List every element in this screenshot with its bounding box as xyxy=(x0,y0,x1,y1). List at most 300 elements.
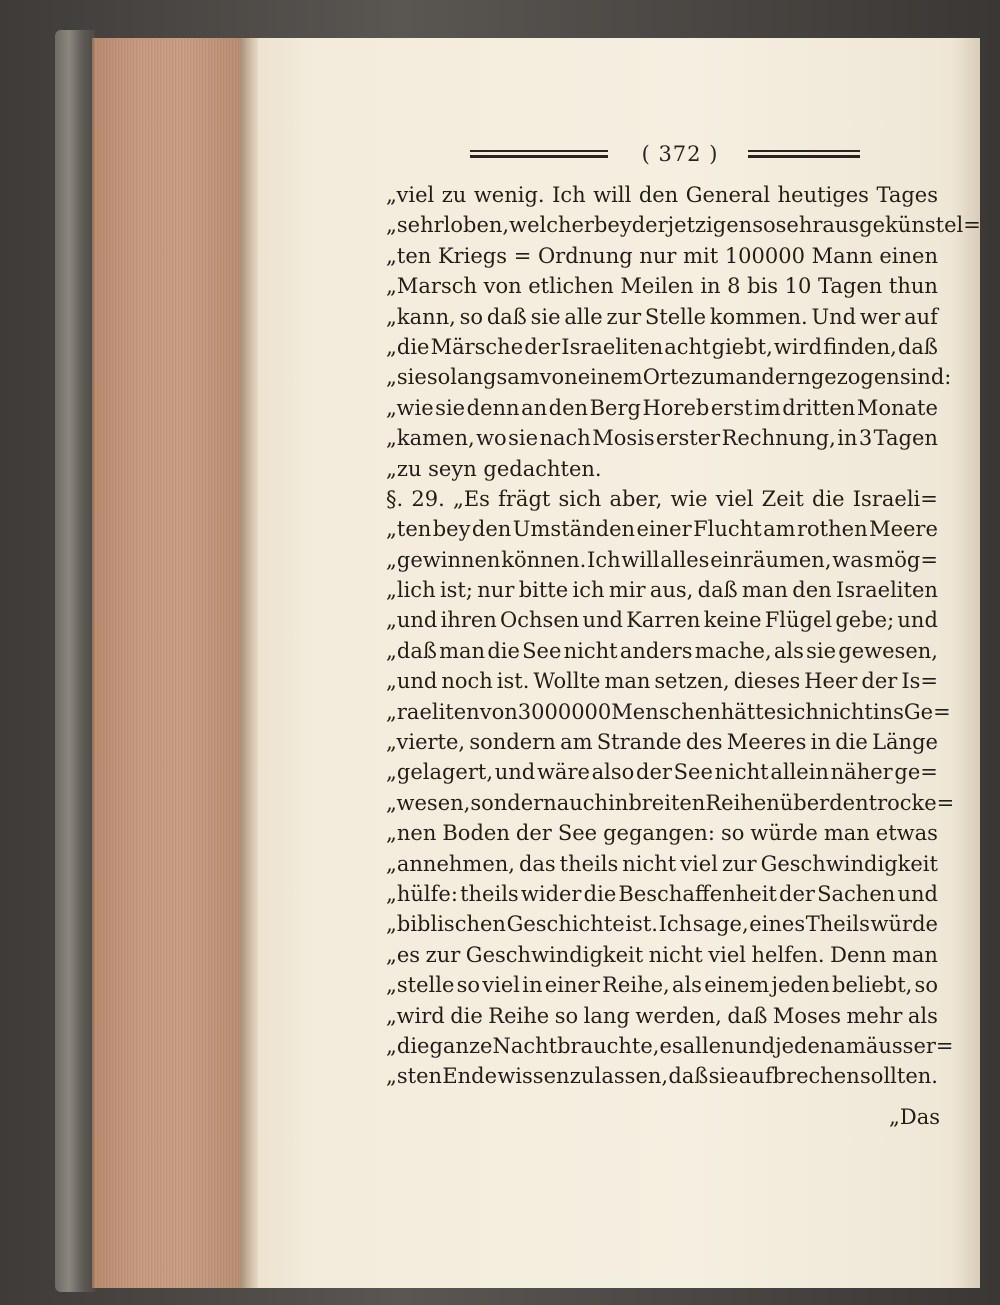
word: daß xyxy=(727,1003,768,1028)
word: „vierte, xyxy=(386,730,466,755)
word: Geschwindigkeit xyxy=(465,942,644,967)
word: also xyxy=(591,760,635,785)
word: jetzigen xyxy=(667,213,753,238)
text-line xyxy=(386,362,952,392)
word: die xyxy=(812,486,845,511)
word: „viel xyxy=(386,183,435,207)
word: daß xyxy=(697,578,738,603)
word: an xyxy=(521,395,548,420)
word: so xyxy=(459,304,484,329)
word: mache, xyxy=(694,638,772,663)
word: allein xyxy=(770,760,829,785)
word: mit xyxy=(683,243,719,268)
word: dieses xyxy=(733,669,801,694)
word: = xyxy=(513,243,532,268)
word: „gelagert, xyxy=(386,760,494,785)
word: Is= xyxy=(901,669,938,694)
word: ist; xyxy=(439,578,473,603)
word: will xyxy=(621,547,660,572)
text-line xyxy=(386,757,938,787)
word: Reihen xyxy=(705,790,780,815)
word: wider xyxy=(520,881,582,906)
word: Flügel xyxy=(764,608,833,633)
word: lang xyxy=(583,1003,630,1028)
text-line xyxy=(386,636,938,666)
word: frägt xyxy=(498,486,551,511)
word: sie xyxy=(530,304,561,329)
word: finden, xyxy=(823,334,897,359)
word: wenig. xyxy=(473,183,545,207)
text-line xyxy=(386,1061,938,1091)
word: gezogen xyxy=(810,365,900,390)
word: Orte xyxy=(642,365,691,390)
word: anders xyxy=(619,638,693,663)
word: sie xyxy=(508,426,539,451)
word: man xyxy=(604,669,651,694)
word: §. xyxy=(386,486,404,511)
word: der xyxy=(861,669,898,694)
word: erst xyxy=(710,395,753,420)
word: den xyxy=(792,578,832,603)
word: einer xyxy=(636,517,692,542)
word: jeden xyxy=(775,1033,834,1058)
page-header xyxy=(470,142,860,166)
word: gewesen, xyxy=(838,638,938,663)
text-line xyxy=(386,332,938,362)
text-line xyxy=(386,788,955,818)
word: dritten xyxy=(782,395,856,420)
word: Ordnung xyxy=(537,243,633,268)
word: „ten xyxy=(386,517,432,542)
text-line xyxy=(386,302,938,332)
word: Ich xyxy=(587,547,621,572)
word: Nacht xyxy=(492,1033,558,1058)
word: sondern xyxy=(469,730,556,755)
word: Mann xyxy=(811,243,873,268)
word: nur xyxy=(639,243,677,268)
word: „raeliten xyxy=(386,699,480,724)
word: einräumen, xyxy=(710,547,832,572)
word: Ge= xyxy=(903,699,951,724)
text-line xyxy=(386,1031,954,1061)
word: Theils xyxy=(805,912,870,937)
word: viel xyxy=(680,851,718,876)
word: gebe; xyxy=(835,608,895,633)
word: Länge xyxy=(872,730,938,755)
word: denn xyxy=(466,395,520,420)
word: wissen xyxy=(497,1064,570,1089)
book-cover-spine xyxy=(55,30,95,1292)
text-line xyxy=(386,879,938,909)
word: „wird xyxy=(386,1003,445,1028)
word: nicht xyxy=(648,942,703,967)
header-rule-right xyxy=(748,150,860,159)
text-line: „zu seyn gedachten. xyxy=(386,456,602,481)
word: „kann, xyxy=(386,304,456,329)
word: in xyxy=(522,973,543,998)
word: als xyxy=(773,638,804,663)
word: Meeres xyxy=(726,730,807,755)
word: heutiges xyxy=(777,183,869,207)
word: brauchte, xyxy=(557,1033,660,1058)
word: nicht xyxy=(622,851,677,876)
word: etwas xyxy=(875,821,938,846)
word: viel xyxy=(482,973,521,998)
word: Karren xyxy=(626,608,701,633)
word: keine xyxy=(703,608,762,633)
word: ge= xyxy=(894,760,938,785)
word: Berg xyxy=(589,395,641,420)
text-line xyxy=(386,909,938,939)
word: „annehmen, xyxy=(386,851,515,876)
word: mehr xyxy=(846,1003,903,1028)
word: „und xyxy=(386,608,438,633)
word: äusser= xyxy=(865,1033,954,1058)
word: sollten. xyxy=(860,1064,938,1089)
text-line xyxy=(386,1001,938,1031)
word: wer xyxy=(859,304,901,329)
word: und xyxy=(897,608,938,633)
word: näher xyxy=(830,760,893,785)
word: Mosis xyxy=(592,426,655,451)
word: hätte xyxy=(720,699,777,724)
word: den xyxy=(548,395,589,420)
word: erster xyxy=(656,426,721,451)
word: so xyxy=(426,365,451,390)
text-line xyxy=(386,818,938,848)
word: nach xyxy=(539,426,591,451)
word: zum xyxy=(690,365,736,390)
word: mir xyxy=(608,578,646,603)
word: man xyxy=(823,821,870,846)
word: See xyxy=(522,638,562,663)
word: in xyxy=(608,790,629,815)
word: sie xyxy=(806,638,837,663)
text-line xyxy=(386,605,938,635)
word: 3000000 xyxy=(517,699,612,724)
word: „stelle xyxy=(386,973,455,998)
text-line xyxy=(386,697,951,727)
word: als xyxy=(907,1003,938,1028)
word: der xyxy=(515,821,552,846)
word: Ich xyxy=(658,912,693,937)
text-line xyxy=(386,241,938,271)
word: den xyxy=(471,517,512,542)
word: noch xyxy=(441,669,493,694)
word: man xyxy=(891,942,938,967)
word: den xyxy=(829,790,869,815)
word: Tagen xyxy=(817,274,883,299)
word: See xyxy=(673,760,713,785)
word: trocke= xyxy=(868,790,955,815)
body-text xyxy=(386,180,981,1092)
word: „lich xyxy=(386,578,436,603)
text-line xyxy=(386,970,938,1000)
word: jeden xyxy=(771,973,830,998)
word: Märsche xyxy=(430,334,524,359)
word: wo xyxy=(476,426,507,451)
word: ganze xyxy=(429,1033,493,1058)
word: 8 xyxy=(727,274,741,299)
word: langsam xyxy=(450,365,540,390)
word: setzen, xyxy=(654,669,730,694)
word: daß xyxy=(486,304,527,329)
word: als xyxy=(671,973,702,998)
word: „biblischen xyxy=(386,912,506,937)
word: sich xyxy=(776,699,819,724)
word: „sie xyxy=(386,365,427,390)
word: es xyxy=(659,1033,683,1058)
word: so xyxy=(752,213,776,238)
word: Moses xyxy=(772,1003,841,1028)
word: Kriegs xyxy=(437,243,508,268)
word: zur xyxy=(721,851,757,876)
text-line xyxy=(386,849,938,879)
word: Heer xyxy=(804,669,858,694)
word: würde xyxy=(870,912,938,937)
word: Tages xyxy=(876,183,938,207)
word: „es xyxy=(386,942,421,967)
word: zu xyxy=(441,183,467,207)
word: „wie xyxy=(386,395,434,420)
word: „nen xyxy=(386,821,437,846)
word: sage, xyxy=(692,912,749,937)
word: Horeb xyxy=(642,395,710,420)
word: Menschen xyxy=(611,699,721,724)
word: „Es xyxy=(452,486,490,511)
word: allen xyxy=(682,1033,735,1058)
word: Zeit xyxy=(761,486,804,511)
word: alle xyxy=(564,304,603,329)
word: aber, xyxy=(609,486,663,511)
word: beliebt, xyxy=(832,973,913,998)
word: alles xyxy=(660,547,710,572)
word: sie xyxy=(708,1064,739,1089)
text-line xyxy=(386,727,938,757)
word: 100000 xyxy=(724,243,805,268)
word: lassen, xyxy=(594,1064,669,1089)
word: Meilen xyxy=(620,274,694,299)
word: eines xyxy=(749,912,806,937)
text-line xyxy=(386,393,938,423)
word: Umständen xyxy=(512,517,636,542)
word: den xyxy=(638,183,679,207)
word: in xyxy=(810,730,831,755)
word: welcher xyxy=(509,213,594,238)
word: „kamen, xyxy=(386,426,475,451)
text-line xyxy=(386,575,938,605)
word: „die xyxy=(386,334,430,359)
word: zur xyxy=(606,304,642,329)
word: Wollte xyxy=(533,669,601,694)
word: daß xyxy=(897,334,938,359)
word: viel xyxy=(715,486,754,511)
word: viel xyxy=(708,942,746,967)
word: General xyxy=(685,183,771,207)
word: die xyxy=(450,1003,483,1028)
word: nur xyxy=(477,578,515,603)
word: rothen xyxy=(797,517,868,542)
word: das xyxy=(518,851,556,876)
word: Meere xyxy=(869,517,938,542)
word: Ende xyxy=(442,1064,498,1089)
word: ins xyxy=(872,699,904,724)
word: Monate xyxy=(856,395,938,420)
word: Strande xyxy=(596,730,682,755)
word: am xyxy=(833,1033,866,1058)
word: nicht xyxy=(818,699,873,724)
word: sind: xyxy=(899,365,952,390)
word: Geschwindigkeit xyxy=(760,851,938,876)
header-rule-left xyxy=(470,150,608,159)
word: „und xyxy=(386,669,438,694)
word: sie xyxy=(435,395,466,420)
word: Rechnung, xyxy=(721,426,836,451)
word: die xyxy=(487,638,520,663)
word: Israeli= xyxy=(852,486,938,511)
word: nicht xyxy=(563,638,618,663)
word: ist. xyxy=(625,912,658,937)
word: andern xyxy=(735,365,811,390)
word: Flucht xyxy=(693,517,762,542)
word: theils xyxy=(559,851,619,876)
word: Und xyxy=(811,304,857,329)
word: einer xyxy=(544,973,600,998)
word: loben, xyxy=(443,213,510,238)
word: Israeliten xyxy=(836,578,938,603)
word: von xyxy=(479,699,518,724)
word: „ten xyxy=(386,243,432,268)
word: mög= xyxy=(874,547,938,572)
text-line xyxy=(386,423,938,453)
word: „sehr xyxy=(386,213,444,238)
word: und xyxy=(494,760,536,785)
word: so xyxy=(456,973,481,998)
page-edges xyxy=(92,38,244,1288)
word: will xyxy=(593,183,632,207)
word: was xyxy=(832,547,874,572)
word: und xyxy=(734,1033,776,1058)
word: „gewinnen xyxy=(386,547,501,572)
word: ihren xyxy=(440,608,497,633)
word: bey xyxy=(432,517,471,542)
word: einem xyxy=(577,365,643,390)
word: man xyxy=(742,578,788,603)
word: wie xyxy=(670,486,708,511)
word: etlichen xyxy=(528,274,614,299)
word: des xyxy=(685,730,723,755)
text-line xyxy=(386,666,938,696)
word: so xyxy=(554,1003,579,1028)
text-line xyxy=(386,180,938,210)
word: zur xyxy=(425,942,461,967)
word: sondern xyxy=(470,790,557,815)
word: 10 xyxy=(784,274,812,299)
word: Reihe xyxy=(488,1003,550,1028)
word: 29. xyxy=(411,486,445,511)
word: „Marsch xyxy=(386,274,478,299)
word: thun xyxy=(888,274,938,299)
word: Denn xyxy=(830,942,887,967)
word: der xyxy=(779,881,815,906)
word: Stelle xyxy=(644,304,707,329)
word: theils xyxy=(460,881,519,906)
word: sich xyxy=(558,486,602,511)
word: nicht xyxy=(714,760,769,785)
word: auf xyxy=(904,304,938,329)
word: 3 xyxy=(858,426,873,451)
word: Tagen xyxy=(873,426,938,451)
word: „daß xyxy=(386,638,437,663)
text-line xyxy=(386,514,938,544)
word: „wesen, xyxy=(386,790,471,815)
word: so xyxy=(914,973,938,998)
word: Ochsen xyxy=(500,608,580,633)
word: wird xyxy=(773,334,823,359)
word: werden, xyxy=(635,1003,722,1028)
word: von xyxy=(483,274,522,299)
word: so xyxy=(720,821,745,846)
word: aufbrechen xyxy=(738,1064,860,1089)
word: über xyxy=(779,790,830,815)
word: ausgekünstel= xyxy=(822,213,981,238)
word: man xyxy=(439,638,486,663)
word: der xyxy=(524,334,561,359)
word: am xyxy=(560,730,593,755)
word: breiten xyxy=(628,790,706,815)
word: in xyxy=(700,274,721,299)
word: daß xyxy=(668,1064,709,1089)
word: können. xyxy=(501,547,587,572)
page-number: ( 372 ) xyxy=(641,142,719,166)
word: der xyxy=(636,760,672,785)
word: „sten xyxy=(386,1064,443,1089)
word: Sachen xyxy=(817,881,896,906)
text-line xyxy=(386,940,938,970)
word: bis xyxy=(747,274,779,299)
word: Geschichte xyxy=(506,912,625,937)
word: gegangen: xyxy=(603,821,715,846)
word: einen xyxy=(879,243,938,268)
word: Israeliten xyxy=(561,334,664,359)
word: „die xyxy=(386,1033,430,1058)
word: von xyxy=(539,365,578,390)
word: kommen. xyxy=(709,304,808,329)
word: die xyxy=(583,881,617,906)
word: und xyxy=(582,608,623,633)
word: Ich xyxy=(552,183,586,207)
word: auch xyxy=(556,790,609,815)
word: wäre xyxy=(536,760,590,785)
word: einem xyxy=(704,973,770,998)
word: im xyxy=(754,395,781,420)
word: „hülfe: xyxy=(386,881,458,906)
word: Reihe, xyxy=(602,973,670,998)
catchword: „Das xyxy=(888,1105,940,1129)
text-line xyxy=(386,271,938,301)
word: der xyxy=(631,213,668,238)
word: ich xyxy=(572,578,605,603)
word: acht xyxy=(664,334,711,359)
word: ist. xyxy=(496,669,530,694)
word: helfen. xyxy=(751,942,825,967)
word: sehr xyxy=(775,213,823,238)
word: und xyxy=(897,881,938,906)
word: giebt, xyxy=(711,334,773,359)
section-start-line xyxy=(386,484,938,514)
word: die xyxy=(835,730,868,755)
word: aus, xyxy=(649,578,694,603)
